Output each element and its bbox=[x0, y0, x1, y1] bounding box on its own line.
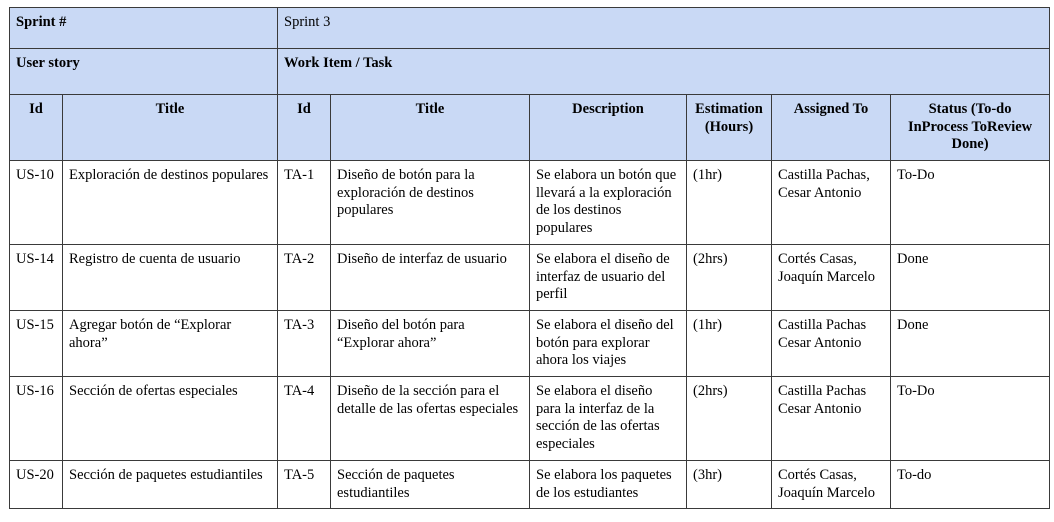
section-row bbox=[10, 49, 1050, 95]
col-assigned: Assigned To bbox=[772, 95, 891, 161]
table-row bbox=[10, 311, 1050, 377]
description-cell: Se elabora los paquetes de los estudiantes bbox=[530, 461, 687, 509]
us-id-cell: US-16 bbox=[10, 377, 63, 461]
assigned-cell: Castilla Pachas Cesar Antonio bbox=[772, 311, 891, 377]
task-title-cell: Diseño de la sección para el detalle de las ofertas especiales bbox=[331, 377, 530, 461]
estimation-cell: (2hrs) bbox=[687, 377, 772, 461]
estimation-cell: (2hrs) bbox=[687, 245, 772, 311]
col-task-id: Id bbox=[278, 95, 331, 161]
us-title-cell: Exploración de destinos populares bbox=[63, 161, 278, 245]
status-cell: To-do bbox=[891, 461, 1050, 509]
work-item-heading: Work Item / Task bbox=[278, 49, 1050, 95]
task-title-cell: Diseño del botón para “Explorar ahora” bbox=[331, 311, 530, 377]
estimation-cell: (1hr) bbox=[687, 161, 772, 245]
task-id-cell: TA-5 bbox=[278, 461, 331, 509]
status-cell: To-Do bbox=[891, 161, 1050, 245]
description-cell: Se elabora el diseño del botón para explorar ahora los viajes bbox=[530, 311, 687, 377]
status-cell: Done bbox=[891, 311, 1050, 377]
task-id-cell: TA-2 bbox=[278, 245, 331, 311]
table-row bbox=[10, 377, 1050, 461]
estimation-cell: (1hr) bbox=[687, 311, 772, 377]
description-cell: Se elabora el diseño de interfaz de usuario del perfil bbox=[530, 245, 687, 311]
assigned-cell: Castilla Pachas, Cesar Antonio bbox=[772, 161, 891, 245]
task-title-cell: Sección de paquetes estudiantiles bbox=[331, 461, 530, 509]
us-id-cell: US-20 bbox=[10, 461, 63, 509]
description-cell: Se elabora el diseño para la interfaz de la sección de las ofertas especiales bbox=[530, 377, 687, 461]
task-id-cell: TA-3 bbox=[278, 311, 331, 377]
table-row bbox=[10, 461, 1050, 509]
col-us-id: Id bbox=[10, 95, 63, 161]
estimation-cell: (3hr) bbox=[687, 461, 772, 509]
description-cell: Se elabora un botón que llevará a la exploración de los destinos populares bbox=[530, 161, 687, 245]
status-cell: Done bbox=[891, 245, 1050, 311]
sprint-backlog-table bbox=[9, 7, 1050, 509]
us-id-cell: US-10 bbox=[10, 161, 63, 245]
assigned-cell: Cortés Casas, Joaquín Marcelo bbox=[772, 461, 891, 509]
assigned-cell: Cortés Casas, Joaquín Marcelo bbox=[772, 245, 891, 311]
col-status: Status (To-do InProcess ToReview Done) bbox=[891, 95, 1050, 161]
status-cell: To-Do bbox=[891, 377, 1050, 461]
assigned-cell: Castilla Pachas Cesar Antonio bbox=[772, 377, 891, 461]
task-id-cell: TA-4 bbox=[278, 377, 331, 461]
col-description: Description bbox=[530, 95, 687, 161]
task-title-cell: Diseño de interfaz de usuario bbox=[331, 245, 530, 311]
user-story-heading: User story bbox=[10, 49, 278, 95]
us-id-cell: US-14 bbox=[10, 245, 63, 311]
us-title-cell: Agregar botón de “Explorar ahora” bbox=[63, 311, 278, 377]
us-title-cell: Sección de paquetes estudiantiles bbox=[63, 461, 278, 509]
sprint-row bbox=[10, 8, 1050, 49]
us-title-cell: Sección de ofertas especiales bbox=[63, 377, 278, 461]
us-id-cell: US-15 bbox=[10, 311, 63, 377]
sprint-value: Sprint 3 bbox=[278, 8, 1050, 49]
us-title-cell: Registro de cuenta de usuario bbox=[63, 245, 278, 311]
sprint-label: Sprint # bbox=[10, 8, 278, 49]
table-row bbox=[10, 161, 1050, 245]
col-us-title: Title bbox=[63, 95, 278, 161]
col-task-title: Title bbox=[331, 95, 530, 161]
task-title-cell: Diseño de botón para la exploración de destinos populares bbox=[331, 161, 530, 245]
col-estimation: Estimation (Hours) bbox=[687, 95, 772, 161]
task-id-cell: TA-1 bbox=[278, 161, 331, 245]
table-row bbox=[10, 245, 1050, 311]
column-header-row bbox=[10, 95, 1050, 161]
